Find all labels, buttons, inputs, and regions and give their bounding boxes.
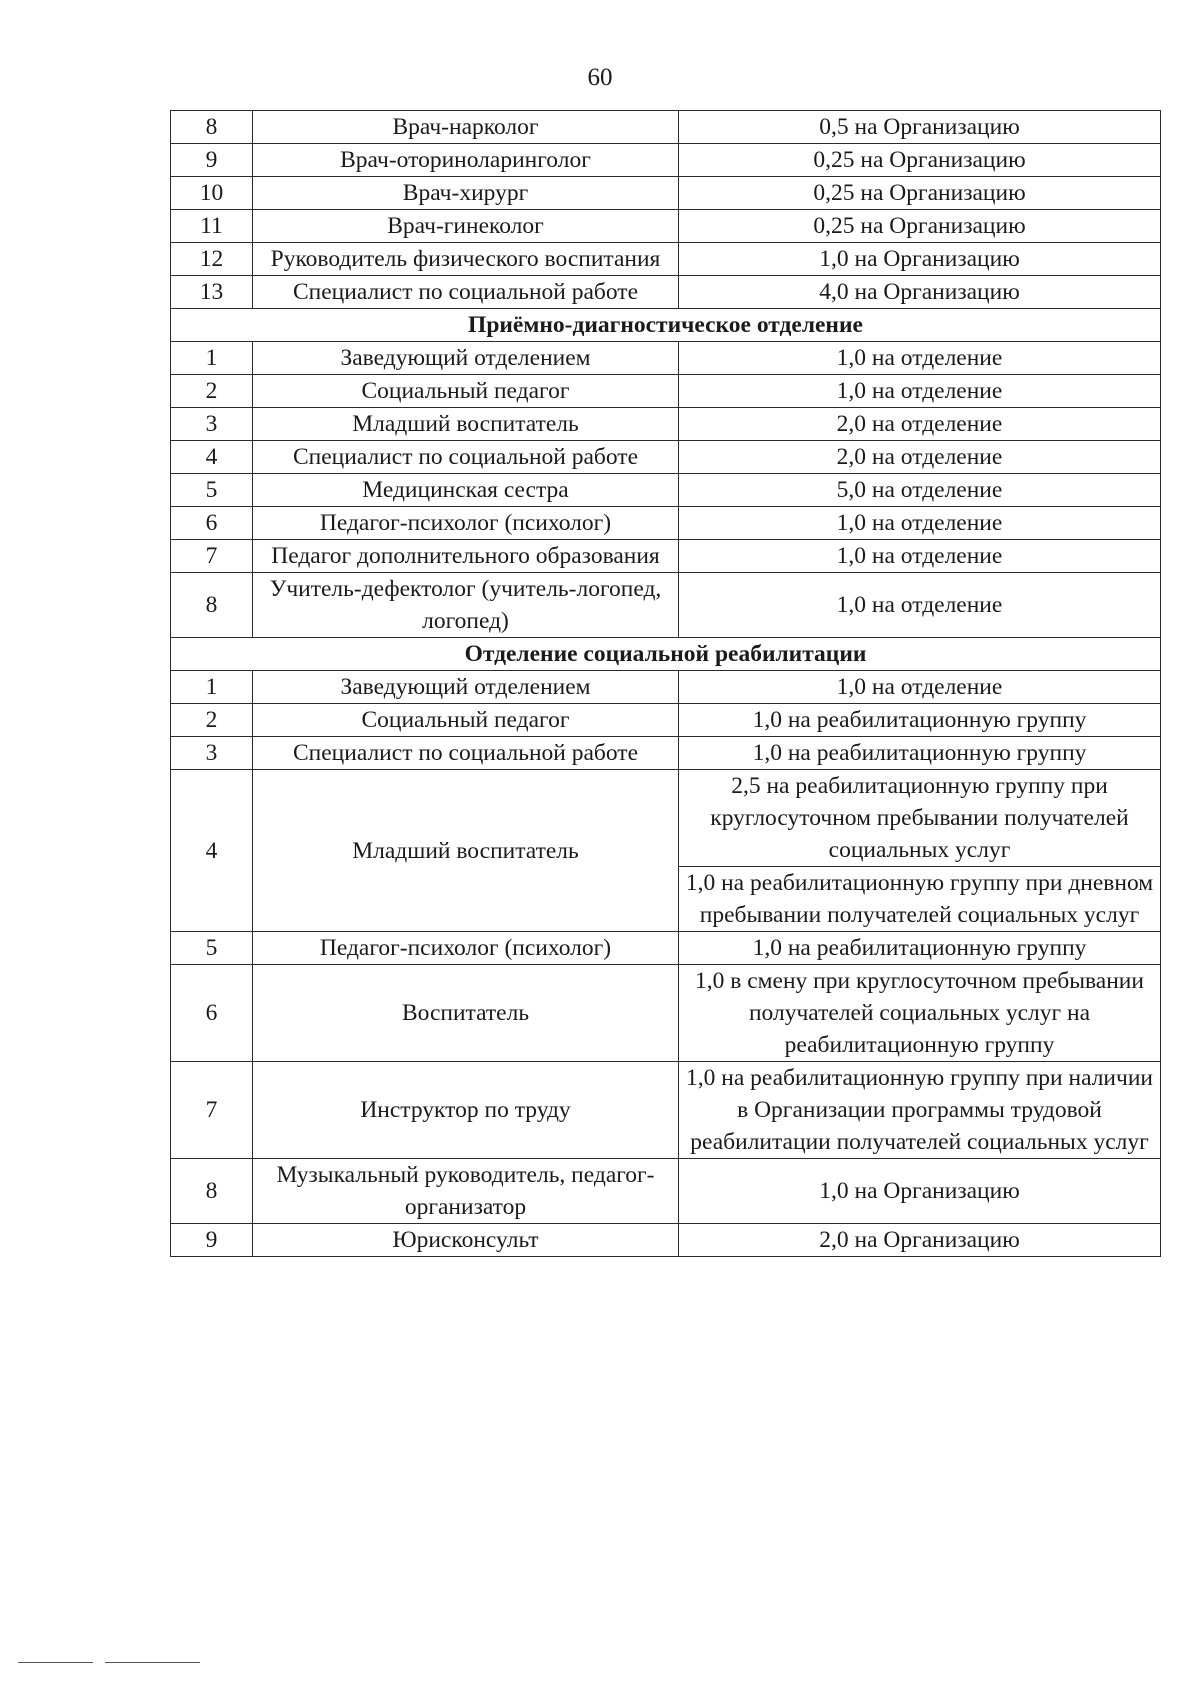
- row-number: 1: [171, 671, 253, 704]
- scan-edge-mark: [105, 1662, 200, 1663]
- position-name: Педагог-психолог (психолог): [253, 507, 679, 540]
- row-number: 3: [171, 408, 253, 441]
- staff-norm: 2,0 на Организацию: [679, 1224, 1161, 1257]
- table-row: [171, 507, 1161, 540]
- staff-norm: 0,25 на Организацию: [679, 144, 1161, 177]
- position-name: Медицинская сестра: [253, 474, 679, 507]
- row-number: 9: [171, 1224, 253, 1257]
- position-name: Педагог-психолог (психолог): [253, 932, 679, 965]
- position-name: Социальный педагог: [253, 375, 679, 408]
- row-number: 5: [171, 474, 253, 507]
- table-row: [171, 932, 1161, 965]
- staff-norm: 1,0 на реабилитационную группу: [679, 932, 1161, 965]
- table-row: [171, 671, 1161, 704]
- row-number: 1: [171, 342, 253, 375]
- position-name: Врач-оториноларинголог: [253, 144, 679, 177]
- section-title: Приёмно-диагностическое отделение: [171, 309, 1161, 342]
- section-header-row: [171, 638, 1161, 671]
- row-number: 6: [171, 965, 253, 1062]
- position-name: Воспитатель: [253, 965, 679, 1062]
- table-row: [171, 737, 1161, 770]
- staff-norm: 1,0 на отделение: [679, 507, 1161, 540]
- staff-norm: 1,0 на отделение: [679, 540, 1161, 573]
- staff-norm: 2,0 на отделение: [679, 408, 1161, 441]
- staff-norm: 0,25 на Организацию: [679, 210, 1161, 243]
- staff-norm: 1,0 на отделение: [679, 342, 1161, 375]
- row-number: 8: [171, 111, 253, 144]
- row-number: 13: [171, 276, 253, 309]
- row-number: 12: [171, 243, 253, 276]
- staff-norm: 4,0 на Организацию: [679, 276, 1161, 309]
- staff-norm: 1,0 на реабилитационную группу при дневном пребывании получателей социальных услуг: [679, 867, 1161, 932]
- staff-norm: 1,0 на отделение: [679, 573, 1161, 638]
- row-number: 2: [171, 375, 253, 408]
- staff-norm: 0,25 на Организацию: [679, 177, 1161, 210]
- position-name: Заведующий отделением: [253, 342, 679, 375]
- table-row: [171, 276, 1161, 309]
- table-row: [171, 111, 1161, 144]
- table-row: [171, 704, 1161, 737]
- row-number: 9: [171, 144, 253, 177]
- table-row: [171, 1159, 1161, 1224]
- position-name: Специалист по социальной работе: [253, 441, 679, 474]
- staff-norm: 1,0 на Организацию: [679, 1159, 1161, 1224]
- position-name: Социальный педагог: [253, 704, 679, 737]
- table-row: [171, 408, 1161, 441]
- table-row: [171, 144, 1161, 177]
- staff-norm: 1,0 на реабилитационную группу: [679, 704, 1161, 737]
- position-name: Младший воспитатель: [253, 770, 679, 932]
- table-row: [171, 770, 1161, 867]
- position-name: Врач-нарколог: [253, 111, 679, 144]
- position-name: Учитель-дефектолог (учитель-логопед, логопед): [253, 573, 679, 638]
- staff-norm: 0,5 на Организацию: [679, 111, 1161, 144]
- row-number: 10: [171, 177, 253, 210]
- row-number: 11: [171, 210, 253, 243]
- row-number: 2: [171, 704, 253, 737]
- table-row: [171, 1224, 1161, 1257]
- staff-norm: 1,0 на реабилитационную группу: [679, 737, 1161, 770]
- staff-norm: 1,0 на реабилитационную группу при наличии в Организации программы трудовой реабилитации получателей социальных услуг: [679, 1062, 1161, 1159]
- staff-norm: 1,0 на отделение: [679, 375, 1161, 408]
- table-row: [171, 540, 1161, 573]
- table-row: [171, 342, 1161, 375]
- table-row: [171, 1062, 1161, 1159]
- position-name: Заведующий отделением: [253, 671, 679, 704]
- staffing-table: [170, 110, 1161, 1257]
- staff-norm: 1,0 на Организацию: [679, 243, 1161, 276]
- section-header-row: [171, 309, 1161, 342]
- row-number: 4: [171, 770, 253, 932]
- table-row: [171, 474, 1161, 507]
- staff-norm: 2,0 на отделение: [679, 441, 1161, 474]
- position-name: Музыкальный руководитель, педагог-организатор: [253, 1159, 679, 1224]
- section-title: Отделение социальной реабилитации: [171, 638, 1161, 671]
- row-number: 4: [171, 441, 253, 474]
- row-number: 3: [171, 737, 253, 770]
- table-row: [171, 965, 1161, 1062]
- position-name: Врач-гинеколог: [253, 210, 679, 243]
- table-row: [171, 441, 1161, 474]
- position-name: Инструктор по труду: [253, 1062, 679, 1159]
- position-name: Руководитель физического воспитания: [253, 243, 679, 276]
- position-name: Юрисконсульт: [253, 1224, 679, 1257]
- row-number: 7: [171, 1062, 253, 1159]
- table-row: [171, 177, 1161, 210]
- row-number: 8: [171, 1159, 253, 1224]
- staff-norm: 1,0 на отделение: [679, 671, 1161, 704]
- position-name: Врач-хирург: [253, 177, 679, 210]
- table-row: [171, 375, 1161, 408]
- row-number: 7: [171, 540, 253, 573]
- row-number: 8: [171, 573, 253, 638]
- position-name: Педагог дополнительного образования: [253, 540, 679, 573]
- staff-norm: 2,5 на реабилитационную группу при круглосуточном пребывании получателей социальных услуг: [679, 770, 1161, 867]
- row-number: 5: [171, 932, 253, 965]
- position-name: Специалист по социальной работе: [253, 737, 679, 770]
- row-number: 6: [171, 507, 253, 540]
- page-number: 60: [587, 64, 613, 91]
- staff-norm: 1,0 в смену при круглосуточном пребывании получателей социальных услуг на реабилитационную группу: [679, 965, 1161, 1062]
- position-name: Специалист по социальной работе: [253, 276, 679, 309]
- table-row: [171, 573, 1161, 638]
- position-name: Младший воспитатель: [253, 408, 679, 441]
- table-row: [171, 210, 1161, 243]
- scan-edge-mark: [18, 1662, 93, 1663]
- staff-norm: 5,0 на отделение: [679, 474, 1161, 507]
- table-row: [171, 243, 1161, 276]
